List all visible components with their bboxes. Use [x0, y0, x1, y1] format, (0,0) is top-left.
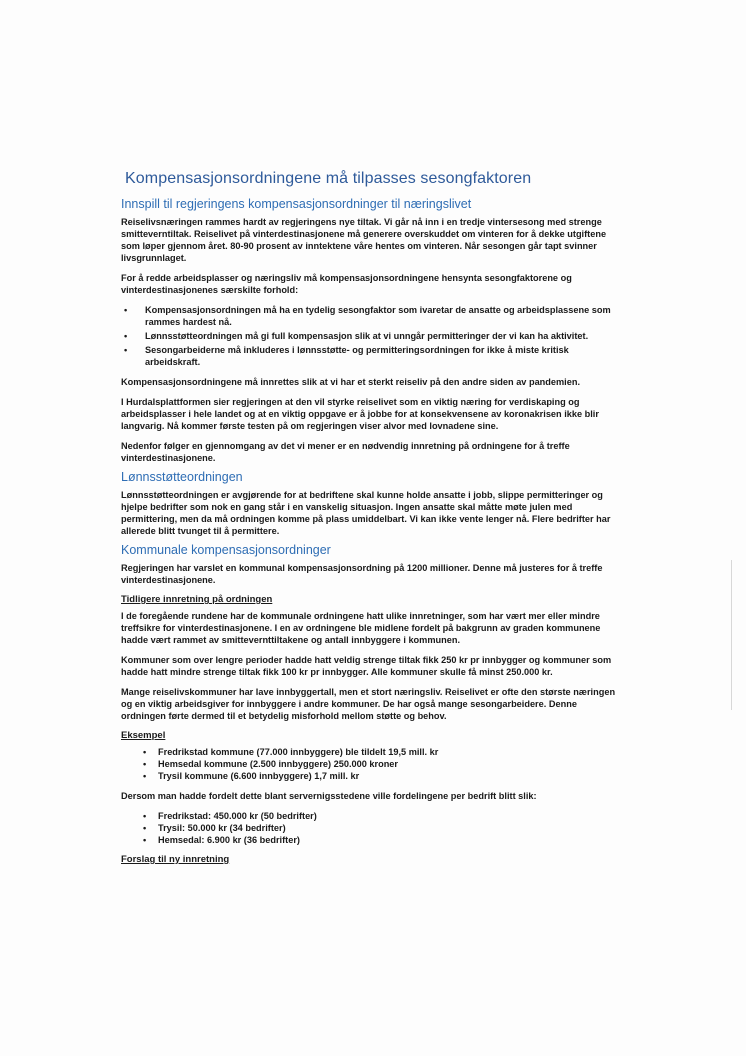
section-heading-kommunale: Kommunale kompensasjonsordninger: [121, 543, 331, 557]
section-heading-lonnsstotte: Lønnsstøtteordningen: [121, 470, 243, 484]
list-item: • Fredrikstad kommune (77.000 innbyggere) ble tildelt 19,5 mill. kr: [141, 746, 621, 758]
intro-paragraph-2: For å redde arbeidsplasser og næringsliv må kompensasjonsordningene hensynta sesongfaktorene og vinterdestinasjonenes særskilte forhold:: [121, 273, 572, 295]
intro-paragraph-4: I Hurdalsplattformen sier regjeringen at den vil styrke reiselivet som en viktig næring for verdiskaping og arbeidsplasser i hele landet og at en viktig oppgave er å jobbe for at konsekvensene av koronakrisen ikke blir langvarig. Nå kommer første testen på om regjeringen viser alvor med lovnadene sine.: [121, 397, 599, 431]
example-list: [141, 746, 621, 782]
intro-paragraph-1: Reiselivsnæringen rammes hardt av regjeringens nye tiltak. Vi går nå inn i en tredje vintersesong med strenge smitteverntiltak. Reiselivet på vinterdestinasjonene må generere overskuddet om vinteren for å dekke utgiftene som løper gjennom året. 80-90 prosent av inntektene våre hentes om vinteren. Når sesongen går tapt svinner livsgrunnlaget.: [121, 217, 607, 263]
kommunale-paragraph-5: Dersom man hadde fordelt dette blant servernigsstedene ville fordelingene per bedrift blitt slik:: [121, 791, 537, 801]
list-item: • Trysil: 50.000 kr (34 bedrifter): [141, 822, 621, 834]
list-item: • Hemsedal: 6.900 kr (36 bedrifter): [141, 834, 621, 846]
list-item: • Trysil kommune (6.600 innbyggere) 1,7 mill. kr: [141, 770, 621, 782]
document-subtitle: Innspill til regjeringens kompensasjonsordninger til næringslivet: [121, 197, 472, 211]
distribution-list: [141, 810, 621, 846]
intro-paragraph-5: Nedenfor følger en gjennomgang av det vi mener er en nødvendig innretning på ordningene for å treffe vinterdestinasjonene.: [121, 441, 570, 463]
document-body: [121, 170, 621, 870]
subheading-eksempel: Eksempel: [121, 730, 166, 741]
document-title: Kompensasjonsordningene må tilpasses sesongfaktoren: [125, 170, 532, 187]
lonnsstotte-paragraph: Lønnsstøtteordningen er avgjørende for at bedriftene skal kunne holde ansatte i jobb, slippe permitteringer og hjelpe bedrifter som nok en gang står i en vanskelig situasjon. Ingen ansatte skal måtte møte julen med permittering, men da må ordningen komme på plass umiddelbart. Vi kan ikke vente lenger nå. Flere bedrifter har allerede blitt tvunget til å permittere.: [121, 490, 611, 536]
kommunale-paragraph-2: I de foregående rundene har de kommunale ordningene hatt ulike innretninger, som har vært mer eller mindre treffsikre for vinterdestinasjonene. I en av ordningene ble midlene fordelt på bakgrunn av graden kommunene hadde vært rammet av smittevernttiltakene og antall innbyggere i kommunen.: [121, 611, 601, 645]
kommunale-paragraph-1: Regjeringen har varslet en kommunal kompensasjonsordning på 1200 millioner. Denne må justeres for å treffe vinterdestinasjonene.: [121, 563, 603, 585]
list-item: • Lønnsstøtteordningen må gi full kompensasjon slik at vi unngår permitteringer der vi kan ha aktivitet.: [121, 330, 621, 342]
kommunale-paragraph-3: Kommuner som over lengre perioder hadde hatt veldig strenge tiltak fikk 250 kr pr innbygger og kommuner som hadde hatt mindre strenge tiltak fikk 100 kr pr innbygger. Alle kommuner skulle få minst 250.000 kr.: [121, 655, 612, 677]
intro-paragraph-3: Kompensasjonsordningene må innrettes slik at vi har et sterkt reiseliv på den andre siden av pandemien.: [121, 377, 581, 387]
intro-bullet-list: [121, 304, 621, 368]
list-item: • Fredrikstad: 450.000 kr (50 bedrifter): [141, 810, 621, 822]
list-item: • Sesongarbeiderne må inkluderes i lønnsstøtte- og permitteringsordningen for ikke å miste kritisk arbeidskraft.: [121, 344, 621, 368]
subheading-tidligere-innretning: Tidligere innretning på ordningen: [121, 594, 273, 605]
list-item: • Kompensasjonsordningen må ha en tydelig sesongfaktor som ivaretar de ansatte og arbeidsplassene som rammes hardest nå.: [121, 304, 621, 328]
kommunale-paragraph-4: Mange reiselivskommuner har lave innbyggertall, men et stort næringsliv. Reiselivet er ofte den største næringen og en viktig arbeidsgiver for innbyggere i andre kommuner. De har også mange sesongarbeidere. Denne ordningen førte dermed til et betydelig misforhold mellom støtte og behov.: [121, 687, 616, 721]
subheading-forslag: Forslag til ny innretning: [121, 854, 230, 865]
scan-edge-line: [731, 560, 732, 710]
list-item: • Hemsedal kommune (2.500 innbyggere) 250.000 kroner: [141, 758, 621, 770]
